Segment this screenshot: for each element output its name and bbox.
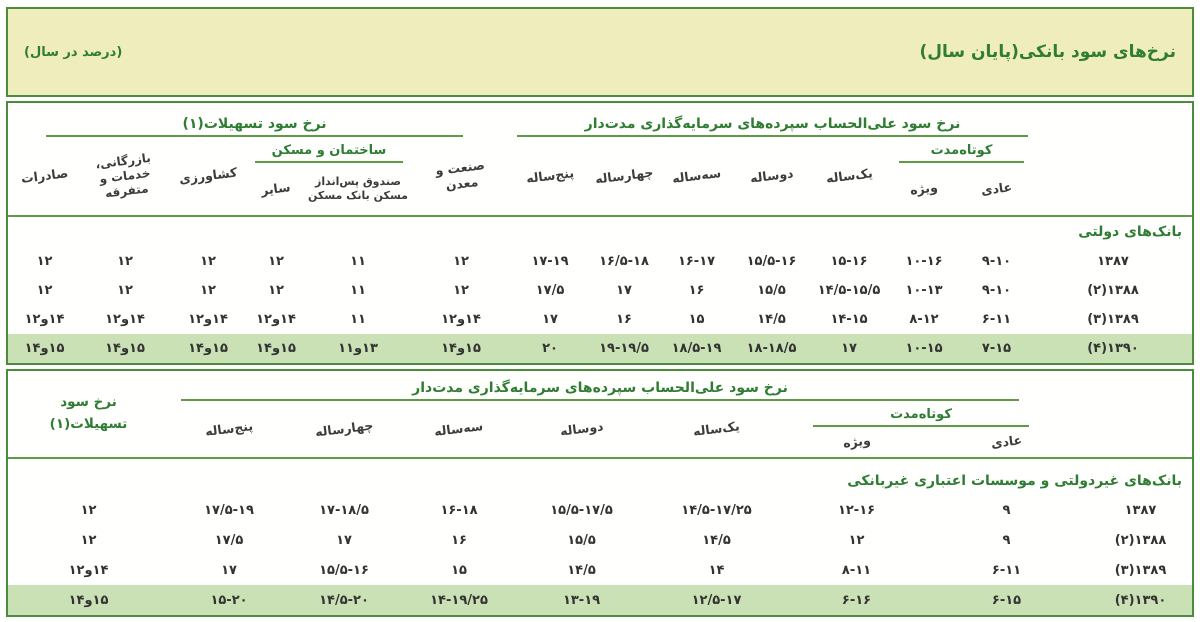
year-cell: ۱۳۹۰(۴): [1114, 592, 1167, 608]
col-header-three-year: سه‌ساله: [433, 418, 485, 440]
col-header-commerce: بازرگانی، خدمات و متفرقه: [94, 150, 152, 200]
page-title: نرخ‌های سود بانکی(پایان سال): [919, 42, 1176, 62]
rate-cell-exports: ۱۴و۱۲: [24, 312, 65, 327]
rate-cell-ordinary: ۶-۱۵: [991, 592, 1022, 608]
rate-cell-four-year: ۱۷-۱۸/۵: [319, 502, 369, 518]
rate-cell-five-year: ۱۷-۱۹: [531, 254, 569, 269]
rate-cell-three-year: ۱۶-۱۷: [677, 254, 716, 269]
rate-cell-special: ۶-۱۶: [841, 592, 872, 608]
year-cell: ۱۳۸۸(۲): [1114, 532, 1167, 548]
rate-cell-special: ۸-۱۱: [841, 562, 872, 578]
rate-cell-industry: ۱۲: [453, 254, 469, 269]
rate-cell-ordinary: ۷-۱۵: [981, 341, 1012, 356]
col-header-special: ویژه: [841, 432, 872, 451]
rate-cell-four-year: ۱۹-۱۹/۵: [599, 341, 649, 356]
rate-cell-one-year: ۱۵-۱۶: [830, 254, 868, 269]
housing-group-header: ساختمان و مسکن: [255, 143, 403, 163]
year-cell: ۱۳۸۹(۳): [1114, 562, 1167, 578]
col-header-ordinary: عادی: [980, 179, 1013, 199]
rate-cell-special: ۱۲-۱۶: [837, 502, 876, 518]
rate-cell-facility: ۱۲: [80, 502, 97, 518]
rate-cell-five-year: ۲۰: [542, 341, 558, 356]
col-header-two-year: دوساله: [558, 418, 604, 439]
rate-cell-four-year: ۱۶/۵-۱۸: [599, 254, 649, 269]
year-cell: ۱۳۸۸(۲): [1087, 283, 1139, 298]
rate-cell-ordinary: ۹: [1002, 532, 1011, 548]
rate-cell-industry: ۱۴و۱۲: [441, 312, 481, 327]
rate-cell-two-year: ۱۵/۵-۱۷/۵: [550, 502, 613, 518]
col-header-four-year: چهارساله: [314, 417, 374, 440]
rate-cell-housing-fund: ۱۱: [350, 254, 366, 269]
rate-cell-four-year: ۱۷: [616, 283, 632, 298]
table-row-1388: [8, 525, 1192, 555]
nonstate-banks-table-header: [8, 371, 1192, 457]
rate-cell-facility: ۱۵و۱۴: [68, 592, 109, 608]
rate-cell-facility: ۱۴و۱۲: [68, 562, 109, 578]
col-header-one-year: یک‌ساله: [692, 418, 741, 439]
rate-cell-housing-fund: ۱۱: [350, 283, 366, 298]
table-row-1389: [8, 305, 1192, 334]
rate-cell-other: ۱۵و۱۴: [256, 341, 296, 356]
year-cell: ۱۳۸۷: [1097, 254, 1129, 269]
rate-cell-five-year: ۱۷/۵-۱۹: [204, 502, 254, 518]
rate-cell-one-year: ۱۷: [841, 341, 857, 356]
rate-cell-two-year: ۱۵/۵: [757, 283, 786, 298]
section-label-state-banks: بانک‌های دولتی: [1078, 224, 1182, 240]
rate-cell-special: ۱۰-۱۵: [905, 341, 943, 356]
rate-cell-other: ۱۲: [268, 283, 284, 298]
rate-cell-five-year: ۱۷/۵: [535, 283, 565, 298]
col-header-ordinary: عادی: [990, 432, 1023, 452]
table-row-1390-highlighted: [8, 334, 1192, 363]
deposit-rate-group-header: نرخ سود علی‌الحساب سپرده‌های سرمایه‌گذاری مدت‌دار: [181, 380, 1019, 401]
rate-cell-four-year: ۱۶: [616, 312, 632, 327]
facility-rate-column-header: نرخ سود تسهیلات(۱): [49, 394, 128, 432]
rate-cell-other: ۱۴و۱۲: [256, 312, 296, 327]
facility-rate-group-header: نرخ سود تسهیلات(۱): [46, 116, 463, 137]
rate-cell-two-year: ۱۳-۱۹: [562, 592, 601, 608]
rate-cell-three-year: ۱۸/۵-۱۹: [671, 341, 722, 356]
year-cell: ۱۳۸۷: [1124, 502, 1157, 518]
rate-cell-agriculture: ۱۲: [200, 283, 216, 298]
short-term-group-header: کوتاه‌مدت: [899, 143, 1024, 163]
rate-cell-three-year: ۱۵: [451, 562, 467, 578]
table-row-1389: [8, 555, 1192, 585]
rate-cell-four-year: ۱۵/۵-۱۶: [319, 562, 369, 578]
deposit-rate-group-header: نرخ سود علی‌الحساب سپرده‌های سرمایه‌گذاری مدت‌دار: [517, 116, 1028, 137]
rate-cell-industry: ۱۲: [453, 283, 469, 298]
rate-cell-three-year: ۱۵: [688, 312, 705, 327]
col-header-agriculture: کشاورزی: [178, 164, 238, 187]
col-header-special: ویژه: [909, 179, 939, 198]
rate-cell-ordinary: ۶-۱۱: [981, 312, 1012, 327]
rate-cell-one-year: ۱۴/۵-۱۷/۲۵: [681, 502, 752, 518]
title-band: [6, 7, 1194, 97]
state-banks-table-header: [8, 103, 1192, 215]
table-row-1387: [8, 495, 1192, 525]
rate-cell-three-year: ۱۶: [688, 283, 705, 298]
col-header-other: سایر: [260, 179, 292, 198]
rate-cell-five-year: ۱۷/۵: [214, 532, 244, 548]
rate-cell-commerce: ۱۴و۱۲: [105, 312, 145, 327]
rate-cell-two-year: ۱۴/۵: [567, 562, 596, 578]
rate-cell-commerce: ۱۲: [117, 254, 133, 269]
rate-cell-special: ۱۲: [848, 532, 865, 548]
state-banks-table: [6, 101, 1194, 365]
rate-cell-three-year: ۱۶: [451, 532, 467, 548]
col-header-housing-fund: صندوق پس‌انداز مسکن بانک مسکن: [308, 175, 408, 202]
table-row-1387: [8, 247, 1192, 276]
col-header-one-year: یک‌ساله: [824, 165, 874, 186]
col-header-three-year: سه‌ساله: [671, 165, 722, 187]
rate-cell-special: ۱۰-۱۶: [905, 254, 943, 269]
section-label-nonstate-banks: بانک‌های غیردولتی و موسسات اعتباری غیربانکی: [847, 473, 1182, 489]
rate-cell-agriculture: ۱۴و۱۲: [188, 312, 228, 327]
year-cell: ۱۳۸۹(۳): [1087, 312, 1139, 327]
rate-cell-industry: ۱۵و۱۴: [441, 341, 481, 356]
rate-cell-two-year: ۱۴/۵: [757, 312, 786, 327]
nonstate-banks-table: [6, 369, 1194, 617]
rate-cell-ordinary: ۹-۱۰: [981, 254, 1012, 269]
table-row-1390-highlighted: [8, 585, 1192, 615]
rate-cell-housing-fund: ۱۳و۱۱: [338, 341, 378, 356]
rate-cell-facility: ۱۲: [80, 532, 97, 548]
rate-cell-three-year: ۱۴-۱۹/۲۵: [430, 592, 488, 608]
rate-cell-one-year: ۱۴: [708, 562, 725, 578]
rate-cell-five-year: ۱۷: [542, 312, 558, 327]
short-term-group-header: کوتاه‌مدت: [813, 407, 1029, 427]
rate-cell-one-year: ۱۴/۵: [702, 532, 731, 548]
rate-cell-two-year: ۱۵/۵-۱۶: [746, 254, 797, 269]
rate-cell-ordinary: ۹: [1002, 502, 1011, 518]
rate-cell-four-year: ۱۷: [336, 532, 352, 548]
rate-cell-exports: ۱۵و۱۴: [24, 341, 65, 356]
rate-cell-commerce: ۱۲: [117, 283, 133, 298]
rate-cell-one-year: ۱۴-۱۵: [830, 312, 868, 327]
col-header-two-year: دوساله: [748, 165, 794, 186]
rate-cell-two-year: ۱۵/۵: [567, 532, 596, 548]
col-header-five-year: پنج‌ساله: [204, 418, 254, 440]
rate-cell-one-year: ۱۴/۵-۱۵/۵: [817, 283, 881, 298]
rate-cell-special: ۱۰-۱۳: [905, 283, 943, 298]
rate-cell-special: ۸-۱۲: [909, 312, 939, 327]
year-cell: ۱۳۹۰(۴): [1087, 341, 1139, 356]
rate-cell-five-year: ۱۷: [221, 562, 237, 578]
rate-cell-ordinary: ۶-۱۱: [991, 562, 1022, 578]
col-header-industry-mining: صنعت و معدن: [434, 157, 486, 193]
rate-cell-other: ۱۲: [268, 254, 284, 269]
rate-cell-exports: ۱۲: [36, 283, 53, 298]
col-header-five-year: پنج‌ساله: [525, 165, 575, 187]
rate-cell-exports: ۱۲: [36, 254, 53, 269]
rate-cell-five-year: ۱۵-۲۰: [210, 592, 248, 608]
rate-cell-ordinary: ۹-۱۰: [981, 283, 1012, 298]
rate-cell-commerce: ۱۵و۱۴: [105, 341, 145, 356]
rate-cell-three-year: ۱۶-۱۸: [440, 502, 478, 518]
unit-note: (درصد در سال): [24, 44, 123, 60]
rate-cell-housing-fund: ۱۱: [350, 312, 366, 327]
col-header-four-year: چهارساله: [594, 164, 654, 187]
rate-cell-one-year: ۱۲/۵-۱۷: [691, 592, 742, 608]
table-row-1388: [8, 276, 1192, 305]
rate-cell-four-year: ۱۴/۵-۲۰: [319, 592, 369, 608]
rate-cell-agriculture: ۱۲: [200, 254, 216, 269]
col-header-exports: صادرات: [20, 165, 69, 187]
rate-cell-two-year: ۱۸-۱۸/۵: [746, 341, 797, 356]
rate-cell-agriculture: ۱۵و۱۴: [188, 341, 228, 356]
